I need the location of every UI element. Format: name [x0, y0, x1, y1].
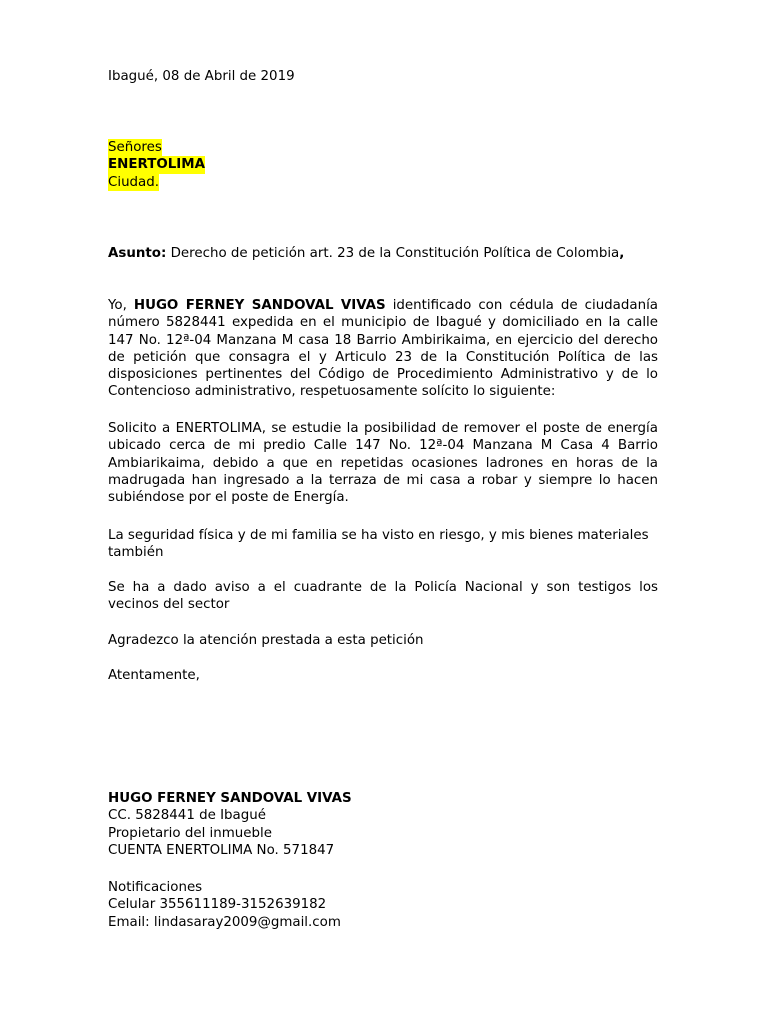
intro-prefix: Yo,	[108, 298, 134, 313]
body-paragraph-request: Solicito a ENERTOLIMA, se estudie la posibilidad de remover el poste de energía ubicado cerca de mi predio Calle 147 No. 12ª-04 Manzana M Casa 4 Barrio Ambiarikaima, debido a que en repetidas ocasiones ladrones en horas de la madrugada han ingresado a la terraza de mi casa a robar y siempre lo hacen subiéndose por el poste de Energía.	[108, 421, 658, 506]
subject-line	[108, 245, 658, 262]
petitioner-name: HUGO FERNEY SANDOVAL VIVAS	[133, 298, 386, 313]
subject-text: Derecho de petición art. 23 de la Constitución Política de Colombia	[166, 246, 620, 261]
recipient-salutation: Señores	[108, 140, 162, 155]
notifications-heading: Notificaciones	[108, 880, 203, 895]
subject-trailing: ,	[619, 246, 625, 261]
signature-id: CC. 5828441 de Ibagué	[108, 808, 266, 824]
intro-text: identificado con cédula de ciudadanía número 5828441 expedida en el municipio de Ibagué y domiciliado en la calle 147 No. 12ª-04 Manzana M casa 18 Barrio Ambirikaima, en ejercicio del derecho de petición que consagra el y Articulo 23 de la Constitución Política de las disposiciones pertinentes del Código de Procedimiento Administrativo y de lo Contencioso administrativo, respetuosamente solícito lo siguiente:	[108, 298, 658, 400]
recipient-company-name: ENERTOLIMA	[108, 157, 205, 173]
notifications-phone: Celular 355611189-3152639182	[108, 897, 327, 913]
body-paragraph-intro	[108, 297, 658, 401]
notifications-email: Email: lindasaray2009@gmail.com	[108, 914, 341, 930]
signature-account: CUENTA ENERTOLIMA No. 571847	[108, 842, 335, 858]
signature-role: Propietario del inmueble	[108, 825, 272, 841]
notifications-block	[108, 879, 658, 931]
body-paragraph-safety: La seguridad física y de mi familia se ha visto en riesgo, y mis bienes materiales también	[108, 528, 649, 561]
recipient-company	[108, 156, 205, 173]
subject-label: Asunto:	[108, 246, 167, 261]
body-paragraph-thanks: Agradezco la atención prestada a esta petición	[108, 633, 424, 648]
closing-line: Atentamente,	[108, 668, 200, 683]
recipient-block	[108, 139, 658, 191]
recipient-city: Ciudad.	[108, 174, 160, 190]
date-line: Ibagué, 08 de Abril de 2019	[108, 69, 295, 84]
body-paragraph-police: Se ha a dado aviso a el cuadrante de la Policía Nacional y son testigos los vecinos del sector	[108, 580, 658, 613]
signature-block	[108, 790, 658, 859]
signature-name: HUGO FERNEY SANDOVAL VIVAS	[108, 791, 352, 806]
